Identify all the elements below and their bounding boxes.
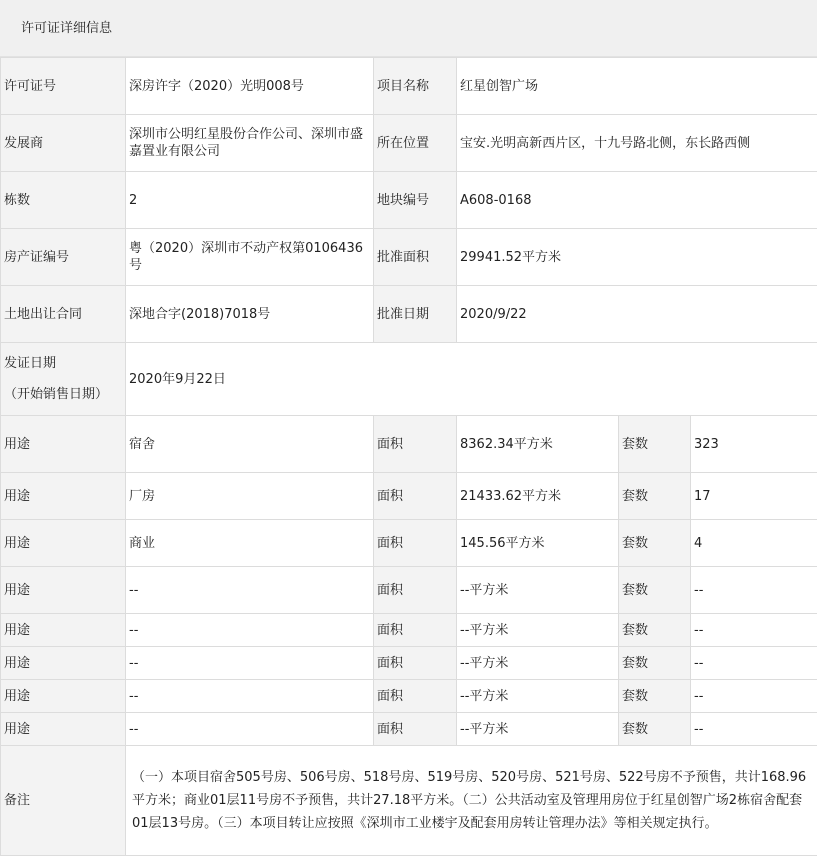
table-row <box>1 680 817 713</box>
location-label: 所在位置 <box>374 115 457 172</box>
license-no-value: 深房许字（2020）光明008号 <box>126 58 374 115</box>
units-label: 套数 <box>619 713 691 746</box>
usage-label: 用途 <box>1 520 126 567</box>
area-label: 面积 <box>374 520 457 567</box>
page-title: 许可证详细信息 <box>21 21 113 36</box>
usage-label: 用途 <box>1 614 126 647</box>
usage-value: -- <box>126 567 374 614</box>
area-value: --平方米 <box>457 713 619 746</box>
property-cert-value: 粤（2020）深圳市不动产权第0106436号 <box>126 229 374 286</box>
units-label: 套数 <box>619 614 691 647</box>
area-value: --平方米 <box>457 680 619 713</box>
area-label: 面积 <box>374 647 457 680</box>
units-label: 套数 <box>619 567 691 614</box>
area-label: 面积 <box>374 473 457 520</box>
table-row <box>1 473 817 520</box>
table-row <box>1 713 817 746</box>
units-label: 套数 <box>619 416 691 473</box>
units-value: 323 <box>691 416 817 473</box>
area-value: --平方米 <box>457 614 619 647</box>
row-property-cert <box>1 229 817 286</box>
issue-date-value: 2020年9月22日 <box>126 343 817 416</box>
project-name-value: 红星创智广场 <box>457 58 817 115</box>
table-row <box>1 647 817 680</box>
area-label: 面积 <box>374 567 457 614</box>
area-value: 21433.62平方米 <box>457 473 619 520</box>
land-contract-value: 深地合字(2018)7018号 <box>126 286 374 343</box>
usage-value: -- <box>126 680 374 713</box>
area-value: --平方米 <box>457 567 619 614</box>
developer-label: 发展商 <box>1 115 126 172</box>
units-label: 套数 <box>619 680 691 713</box>
location-value: 宝安.光明高新西片区，十九号路北侧，东长路西侧 <box>457 115 817 172</box>
row-license-no <box>1 58 817 115</box>
units-label: 套数 <box>619 647 691 680</box>
page-header <box>0 0 817 57</box>
issue-date-label-cell <box>1 343 126 416</box>
area-label: 面积 <box>374 416 457 473</box>
area-label: 面积 <box>374 713 457 746</box>
developer-value: 深圳市公明红星股份合作公司、深圳市盛嘉置业有限公司 <box>126 115 374 172</box>
usage-label: 用途 <box>1 713 126 746</box>
area-value: 8362.34平方米 <box>457 416 619 473</box>
area-label: 面积 <box>374 680 457 713</box>
units-value: -- <box>691 713 817 746</box>
units-value: 17 <box>691 473 817 520</box>
license-detail-table <box>0 57 817 856</box>
usage-label: 用途 <box>1 416 126 473</box>
buildings-label: 栋数 <box>1 172 126 229</box>
remarks-value: （一）本项目宿舍505号房、506号房、518号房、519号房、520号房、521号房、522号房不予预售，共计168.96平方米；商业01层11号房不予预售，共计27.18平方米。（二）公共活动室及管理用房位于红星创智广场2栋宿舍配套01层13号房。（三）本项目转让应按照《深圳市工业楼宇及配套用房转让管理办法》等相关规定执行。 <box>126 746 817 856</box>
table-row <box>1 520 817 567</box>
units-label: 套数 <box>619 520 691 567</box>
usage-label: 用途 <box>1 680 126 713</box>
land-contract-label: 土地出让合同 <box>1 286 126 343</box>
row-issue-date <box>1 343 817 416</box>
row-developer <box>1 115 817 172</box>
units-value: -- <box>691 680 817 713</box>
usage-value: -- <box>126 614 374 647</box>
remarks-label: 备注 <box>1 746 126 856</box>
issue-date-sublabel: （开始销售日期） <box>4 387 109 402</box>
project-name-label: 项目名称 <box>374 58 457 115</box>
usage-label: 用途 <box>1 647 126 680</box>
row-buildings <box>1 172 817 229</box>
area-value: 145.56平方米 <box>457 520 619 567</box>
issue-date-label: 发证日期 <box>4 356 57 371</box>
usage-value: 商业 <box>126 520 374 567</box>
table-row <box>1 567 817 614</box>
usage-label: 用途 <box>1 567 126 614</box>
approval-date-label: 批准日期 <box>374 286 457 343</box>
area-label: 面积 <box>374 614 457 647</box>
table-row <box>1 614 817 647</box>
buildings-value: 2 <box>126 172 374 229</box>
units-value: -- <box>691 567 817 614</box>
approved-area-value: 29941.52平方米 <box>457 229 817 286</box>
usage-value: 宿舍 <box>126 416 374 473</box>
usage-value: 厂房 <box>126 473 374 520</box>
area-value: --平方米 <box>457 647 619 680</box>
property-cert-label: 房产证编号 <box>1 229 126 286</box>
license-no-label: 许可证号 <box>1 58 126 115</box>
usage-label: 用途 <box>1 473 126 520</box>
units-value: -- <box>691 614 817 647</box>
units-label: 套数 <box>619 473 691 520</box>
row-remarks <box>1 746 817 856</box>
table-row <box>1 416 817 473</box>
usage-value: -- <box>126 647 374 680</box>
parcel-no-label: 地块编号 <box>374 172 457 229</box>
row-land-contract <box>1 286 817 343</box>
approval-date-value: 2020/9/22 <box>457 286 817 343</box>
parcel-no-value: A608-0168 <box>457 172 817 229</box>
usage-value: -- <box>126 713 374 746</box>
units-value: -- <box>691 647 817 680</box>
units-value: 4 <box>691 520 817 567</box>
approved-area-label: 批准面积 <box>374 229 457 286</box>
